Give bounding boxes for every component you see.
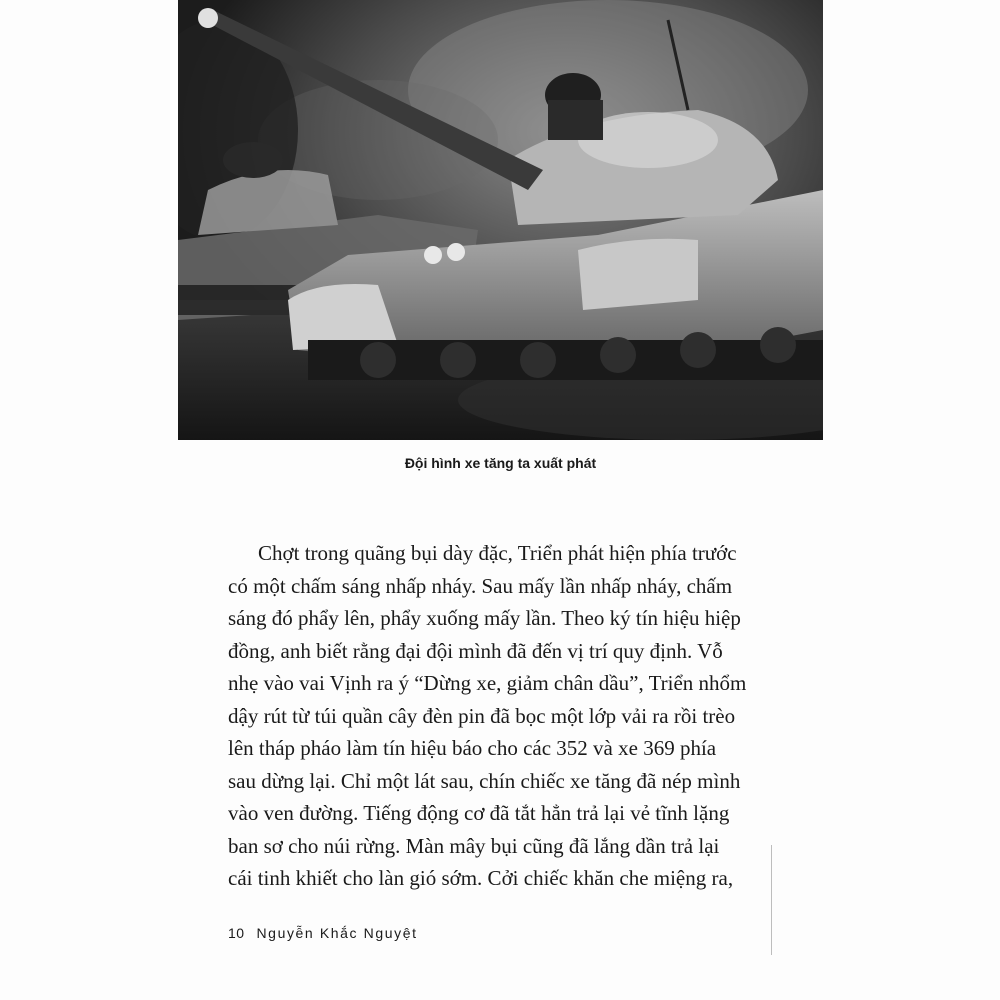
author-name: Nguyễn Khắc Nguyệt — [256, 925, 418, 941]
body-paragraph — [228, 537, 778, 895]
text-line: đồng, anh biết rằng đại đội mình đã đến vị trí quy định. Vỗ — [228, 638, 723, 663]
photo-caption: Đội hình xe tăng ta xuất phát — [404, 455, 597, 471]
text-line: sau dừng lại. Chỉ một lát sau, chín chiếc xe tăng đã nép mình — [228, 768, 741, 793]
text-line: vào ven đường. Tiếng động cơ đã tắt hẳn trả lại vẻ tĩnh lặng — [228, 801, 730, 825]
text-line: nhẹ vào vai Vịnh ra ý “Dừng xe, giảm chân dầu”, Triển nhổm — [228, 671, 747, 695]
text-line: Chợt trong quãng bụi dày đặc, Triển phát hiện phía trước — [258, 541, 737, 565]
text-line: có một chấm sáng nhấp nháy. Sau mấy lần nhấp nháy, chấm — [228, 573, 733, 598]
text-line: dậy rút từ túi quần cây đèn pin đã bọc một lớp vải ra rồi trèo — [228, 703, 736, 728]
page-footer — [228, 925, 418, 941]
page-number: 10 — [228, 925, 245, 941]
tank-photo — [178, 0, 823, 440]
text-line: lên tháp pháo làm tín hiệu báo cho các 352 và xe 369 phía — [228, 736, 717, 760]
text-line: ban sơ cho núi rừng. Màn mây bụi cũng đã lắng dần trả lại — [228, 833, 720, 858]
text-line: cái tinh khiết cho làn gió sớm. Cởi chiếc khăn che miệng ra, — [228, 866, 734, 890]
page-edge-divider — [771, 845, 772, 955]
text-line: sáng đó phẩy lên, phẩy xuống mấy lần. Theo ký tín hiệu hiệp — [228, 606, 741, 630]
